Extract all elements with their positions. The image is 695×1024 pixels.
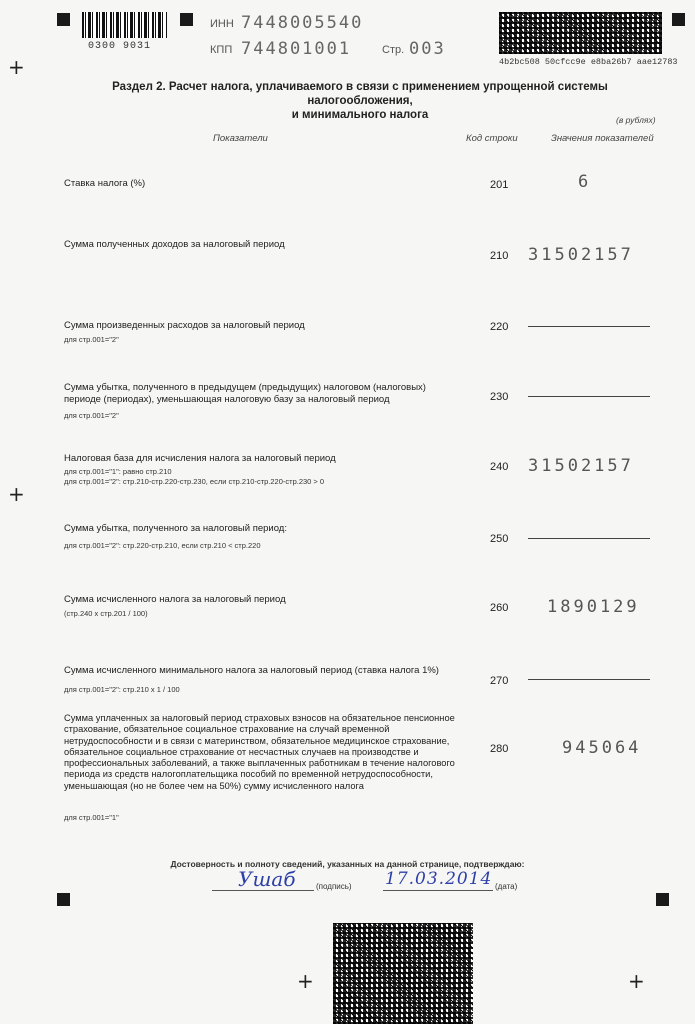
row-text: Сумма уплаченных за налоговый период страховых взносов на обязательное пенсионное страхование, обязательное социальное страхование на случай временной нетрудоспособности и в связи с материнством, обязательное медицинское страхование, обязательное социальное страхование от несчастных случаев на производстве и профессиональных заболеваний, а также выплаченных работникам в течение налогового периода из средств налогоплательщика пособий по временной нетрудоспособности, уменьшающая (но не более чем на 50%) сумму исчисленного налога bbox=[64, 713, 455, 791]
row-value: 945064 bbox=[562, 738, 642, 758]
row-text: Налоговая база для исчисления налога за налоговый период bbox=[64, 453, 336, 464]
row-note: для стр.001="2" bbox=[64, 411, 119, 420]
row-text: Ставка налога (%) bbox=[64, 178, 146, 189]
page-value: 003 bbox=[409, 39, 446, 59]
row-code: 201 bbox=[490, 179, 509, 191]
date-caption: (дата) bbox=[495, 882, 518, 891]
confirmation-text: Достоверность и полноту сведений, указанных на данной странице, подтверждаю: bbox=[170, 859, 525, 869]
barcode-number: 0300 9031 bbox=[88, 41, 152, 52]
corner-marker-top-left bbox=[57, 13, 70, 26]
row-note: для стр.001="2": стр.220-стр.210, если стр.210 < стр.220 bbox=[64, 541, 261, 550]
corner-marker-top-mid bbox=[180, 13, 193, 26]
row-code: 260 bbox=[490, 602, 509, 614]
row-value: 6 bbox=[578, 172, 592, 192]
row-text: Сумма полученных доходов за налоговый период bbox=[64, 239, 285, 250]
row-note: для стр.001="2" bbox=[64, 335, 119, 344]
corner-marker-bottom-left bbox=[57, 893, 70, 906]
row-code: 220 bbox=[490, 321, 509, 333]
row-text: Сумма исчисленного налога за налоговый период bbox=[64, 594, 286, 605]
row-code: 240 bbox=[490, 461, 509, 473]
row-empty-line bbox=[528, 679, 650, 680]
section-title-line2: и минимального налога bbox=[291, 109, 429, 121]
row-value: 31502157 bbox=[528, 245, 634, 265]
row-note: для стр.001="1": равно стр.210 для стр.001="2": стр.210-стр.220-стр.230, если стр.210-стр.220-стр.230 > 0 bbox=[64, 467, 325, 486]
registration-cross-top: + bbox=[8, 55, 25, 79]
row-note: (стр.240 х стр.201 / 100) bbox=[64, 609, 148, 618]
row-empty-line bbox=[528, 538, 650, 539]
handwritten-date: 17.03.2014 bbox=[385, 869, 493, 889]
2d-barcode-top bbox=[499, 12, 662, 54]
registration-cross-bottom-right: + bbox=[628, 969, 645, 993]
handwritten-signature: Ушаб bbox=[238, 867, 296, 891]
kpp-label: КПП bbox=[210, 44, 233, 56]
date-line bbox=[383, 890, 493, 891]
signature-line bbox=[212, 890, 314, 891]
row-code: 270 bbox=[490, 675, 509, 687]
row-text: Сумма убытка, полученного за налоговый период: bbox=[64, 523, 287, 534]
page-label: Стр. bbox=[382, 44, 405, 56]
row-empty-line bbox=[528, 326, 650, 327]
inn-label: ИНН bbox=[210, 18, 234, 30]
corner-marker-top-right bbox=[672, 13, 685, 26]
row-value: 31502157 bbox=[528, 456, 634, 476]
kpp-value: 744801001 bbox=[241, 39, 352, 59]
section-title bbox=[60, 80, 660, 122]
signature-caption: (подпись) bbox=[316, 882, 352, 891]
row-text: Сумма произведенных расходов за налоговый период bbox=[64, 320, 305, 331]
units-note: (в рублях) bbox=[616, 115, 656, 125]
linear-barcode bbox=[82, 12, 167, 38]
row-value: 1890129 bbox=[547, 597, 640, 617]
2d-barcode-bottom bbox=[333, 923, 473, 1024]
inn-value: 7448005540 bbox=[241, 13, 364, 33]
registration-cross-bottom-left: + bbox=[297, 969, 314, 993]
column-header-indicators: Показатели bbox=[213, 133, 268, 144]
row-note: для стр.001="2": стр.210 х 1 / 100 bbox=[64, 685, 180, 694]
registration-cross-mid: + bbox=[8, 482, 25, 506]
row-code: 210 bbox=[490, 250, 509, 262]
corner-marker-bottom-right bbox=[656, 893, 669, 906]
row-text: Сумма исчисленного минимального налога за налоговый период (ставка налога 1%) bbox=[64, 665, 439, 676]
row-text: Сумма убытка, полученного в предыдущем (предыдущих) налоговом (налоговых) периоде (периодах), уменьшающая налоговую базу за налоговый период bbox=[64, 382, 426, 405]
row-empty-line bbox=[528, 396, 650, 397]
row-code: 280 bbox=[490, 743, 509, 755]
column-header-values: Значения показателей bbox=[551, 133, 654, 144]
row-note: для стр.001="1" bbox=[64, 813, 119, 822]
row-code: 230 bbox=[490, 391, 509, 403]
section-title-line1: Раздел 2. Расчет налога, уплачиваемого в связи с применением упрощенной системы налогообложения, bbox=[112, 81, 608, 107]
document-hash: 4b2bc508 50cfcc9e e8ba26b7 aae12783 bbox=[499, 57, 678, 67]
row-code: 250 bbox=[490, 533, 509, 545]
column-header-code: Код строки bbox=[466, 133, 518, 144]
